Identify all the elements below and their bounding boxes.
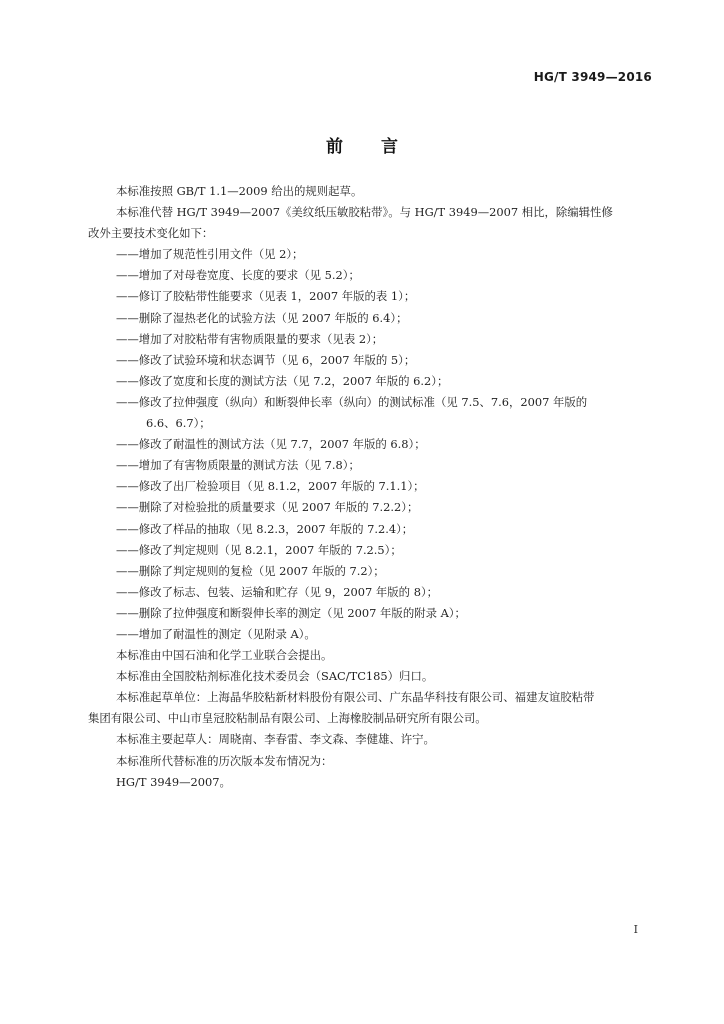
change-item: ——增加了对胶粘带有害物质限量的要求（见表 2）；	[116, 331, 384, 346]
change-item: ——增加了规范性引用文件（见 2）；	[116, 247, 304, 262]
change-item: ——修改了耐温性的测试方法（见 7.7，2007 年版的 6.8）；	[116, 437, 426, 452]
standard-code: HG/T 3949—2016	[533, 70, 652, 84]
paragraph-history: 本标准所代替标准的历次版本发布情况为：	[116, 753, 333, 768]
change-item-continuation: 6.6、6.7）；	[146, 416, 211, 431]
paragraph-drafting-rules: 本标准按照 GB/T 1.1—2009 给出的规则起草。	[116, 184, 363, 198]
change-item: ——增加了对母卷宽度、长度的要求（见 5.2）；	[116, 268, 360, 283]
change-item: ——修改了宽度和长度的测试方法（见 7.2，2007 年版的 6.2）；	[116, 373, 449, 388]
page-number: I	[633, 923, 638, 936]
change-item: ——删除了对检验批的质量要求（见 2007 年版的 7.2.2）；	[116, 500, 419, 515]
paragraph-committee: 本标准由全国胶粘剂标准化技术委员会（SAC/TC185）归口。	[116, 669, 434, 684]
change-item: ——删除了判定规则的复检（见 2007 年版的 7.2）；	[116, 563, 385, 578]
paragraph-proposer: 本标准由中国石油和化学工业联合会提出。	[116, 648, 333, 663]
paragraph-drafters: 本标准主要起草人：周晓南、李春雷、李文森、李健雄、许宁。	[116, 732, 435, 747]
paragraph-previous-edition: HG/T 3949—2007。	[116, 774, 231, 789]
page-title: 前言	[326, 137, 436, 157]
change-item: ——修改了试验环境和状态调节（见 6，2007 年版的 5）；	[116, 352, 416, 367]
change-item: ——修订了胶粘带性能要求（见表 1，2007 年版的表 1）；	[116, 289, 416, 304]
foreword-body	[88, 181, 654, 793]
change-item: ——修改了标志、包装、运输和贮存（见 9，2007 年版的 8）；	[116, 584, 439, 599]
change-item: ——修改了拉伸强度（纵向）和断裂伸长率（纵向）的测试标准（见 7.5、7.6，2007 年版的	[116, 394, 588, 409]
paragraph-replaces-line2: 改外主要技术变化如下：	[88, 226, 214, 241]
change-item: ——增加了耐温性的测定（见附录 A）。	[116, 626, 316, 641]
paragraph-drafting-units-line1: 本标准起草单位：上海晶华胶粘新材料股份有限公司、广东晶华科技有限公司、福建友谊胶粘带	[116, 690, 595, 705]
change-item: ——修改了出厂检验项目（见 8.1.2，2007 年版的 7.1.1）；	[116, 479, 425, 494]
paragraph-replaces-line1: 本标准代替 HG/T 3949—2007《美纹纸压敏胶粘带》。与 HG/T 3949—2007 相比，除编辑性修	[116, 205, 613, 220]
change-item: ——删除了拉伸强度和断裂伸长率的测定（见 2007 年版的附录 A）；	[116, 605, 466, 620]
change-item: ——修改了样品的抽取（见 8.2.3，2007 年版的 7.2.4）；	[116, 521, 414, 536]
change-item: ——删除了湿热老化的试验方法（见 2007 年版的 6.4）；	[116, 310, 408, 325]
change-item: ——增加了有害物质限量的测试方法（见 7.8）；	[116, 458, 360, 473]
paragraph-drafting-units-line2: 集团有限公司、中山市皇冠胶粘制品有限公司、上海橡胶制品研究所有限公司。	[88, 711, 487, 726]
change-item: ——修改了判定规则（见 8.2.1，2007 年版的 7.2.5）；	[116, 542, 402, 557]
